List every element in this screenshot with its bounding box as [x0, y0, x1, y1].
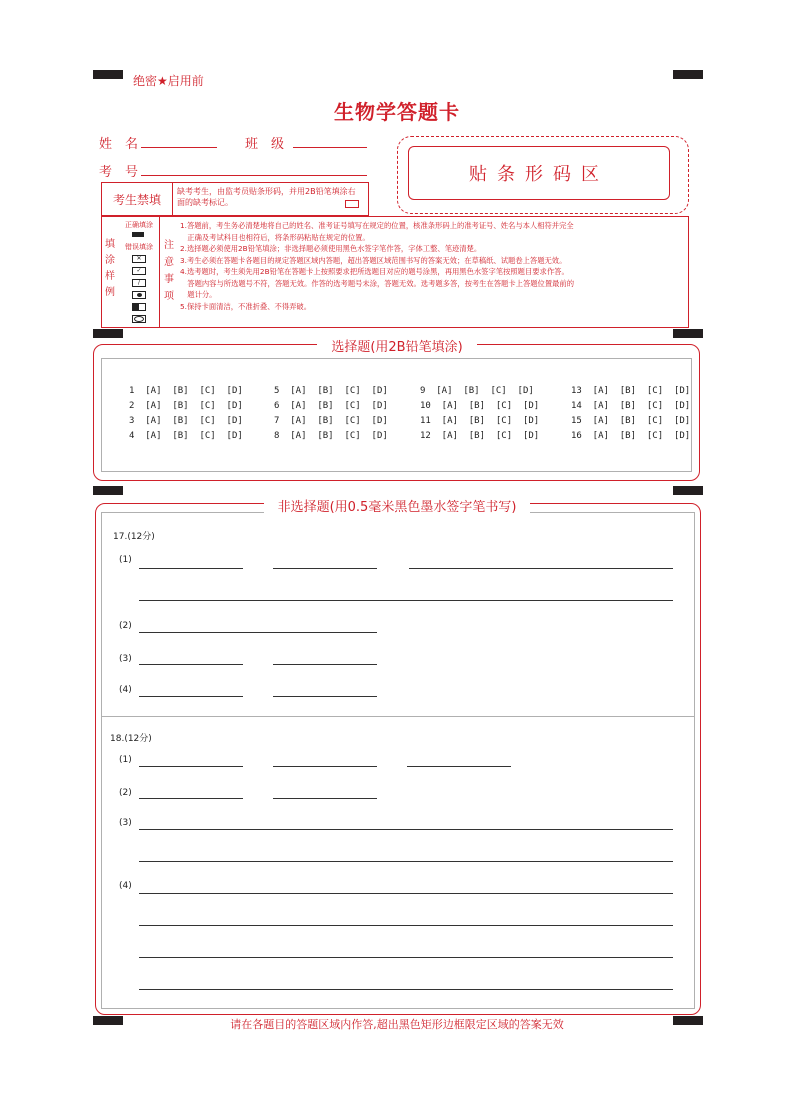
choice-question[interactable]: 6 [A] [B] [C] [D]: [274, 401, 388, 411]
answer-line[interactable]: [139, 925, 673, 926]
barcode-area[interactable]: 贴条形码区: [408, 146, 670, 200]
wrong-fill-cross-icon: ✕: [132, 255, 146, 263]
choice-group-1: [129, 384, 243, 444]
notice-char: 事: [164, 274, 174, 285]
absent-text-1: 缺考考生，由监考员贴条形码，并用2B铅笔填涂右: [177, 187, 356, 196]
notice-line: 答题内容与所选题号不符，答题无效。作答的选考题号未涂，答题无效。选考题多答，按考生在答题卡上答题位置最前的: [180, 278, 575, 288]
q17-part-4: (4): [119, 685, 132, 695]
choice-section-title: 选择题(用2B铅笔填涂): [317, 340, 476, 355]
notice-line: 2.选择题必须使用2B铅笔填涂；非选择题必须使用黑色水签字笔作答，字体工整、笔迹清楚。: [180, 244, 482, 253]
wrong-fill-slash-icon: /: [132, 279, 146, 287]
choice-question[interactable]: 8 [A] [B] [C] [D]: [274, 431, 388, 441]
fill-sample-char: 例: [105, 287, 115, 298]
choice-question[interactable]: 4 [A] [B] [C] [D]: [129, 431, 243, 441]
absent-text-2: 面的缺考标记。: [177, 198, 233, 207]
answer-line[interactable]: [139, 600, 673, 601]
correct-fill-label: 正确填涂: [125, 221, 153, 229]
absent-box: [101, 182, 369, 216]
notice-char: 注: [164, 240, 174, 251]
name-label: 姓 名: [99, 137, 139, 152]
nonchoice-inner-box: [101, 512, 695, 1009]
answer-line[interactable]: [139, 696, 243, 697]
notice-line: 4.选考题时，考生须先用2B铅笔在答题卡上按照要求把所选题目对应的题号涂黑，再用黑色水签字笔按照题目要求作答。: [180, 267, 569, 276]
choice-question[interactable]: 16 [A] [B] [C] [D]: [571, 431, 691, 441]
answer-line[interactable]: [139, 798, 243, 799]
class-label: 班 级: [245, 137, 285, 152]
notice-char: 意: [164, 257, 174, 268]
choice-question[interactable]: 9 [A] [B] [C] [D]: [420, 386, 534, 396]
absent-mark-checkbox[interactable]: [345, 200, 359, 208]
notice-box: [101, 216, 689, 328]
choice-question[interactable]: 13 [A] [B] [C] [D]: [571, 386, 691, 396]
choice-question[interactable]: 3 [A] [B] [C] [D]: [129, 416, 243, 426]
answer-line[interactable]: [139, 664, 243, 665]
absent-label: 考生禁填: [102, 183, 173, 215]
notice-line: 3.考生必须在答题卡各题目的规定答题区域内答题，超出答题区域范围书写的答案无效；在草稿纸、试题卷上答题无效。: [180, 255, 567, 265]
q18-label: 18.(12分): [110, 734, 152, 744]
choice-question[interactable]: 11 [A] [B] [C] [D]: [420, 416, 540, 426]
choice-group-4: [571, 384, 690, 444]
fill-sample-char: 样: [105, 271, 115, 282]
q17-part-2: (2): [119, 621, 132, 631]
answer-line[interactable]: [139, 957, 673, 958]
answer-line[interactable]: [273, 766, 377, 767]
question-divider: [101, 716, 694, 717]
nonchoice-section-title: 非选择题(用0.5毫米黑色墨水签字笔书写): [264, 500, 531, 515]
q17-part-1: (1): [119, 555, 132, 565]
answer-line[interactable]: [407, 766, 511, 767]
wrong-fill-oval-icon: [132, 315, 146, 323]
notice-line: 5.保持卡面清洁，不准折叠、不得弄破。: [180, 301, 312, 311]
class-field[interactable]: [293, 147, 367, 148]
fill-sample-char: 填: [105, 239, 115, 250]
choice-question[interactable]: 1 [A] [B] [C] [D]: [129, 386, 243, 396]
answer-line[interactable]: [139, 568, 243, 569]
exam-id-field[interactable]: [141, 175, 367, 176]
exam-id-label: 考 号: [99, 165, 139, 180]
name-field[interactable]: [141, 147, 217, 148]
answer-line[interactable]: [139, 632, 377, 633]
q17-part-3: (3): [119, 654, 132, 664]
choice-group-3: [420, 384, 539, 444]
wrong-fill-label: 错误填涂: [125, 243, 153, 251]
answer-line[interactable]: [139, 861, 673, 862]
choice-question[interactable]: 5 [A] [B] [C] [D]: [274, 386, 388, 396]
choice-question[interactable]: 12 [A] [B] [C] [D]: [420, 431, 540, 441]
choice-question[interactable]: 2 [A] [B] [C] [D]: [129, 401, 243, 411]
answer-line[interactable]: [273, 664, 377, 665]
fill-sample-char: 涂: [105, 255, 115, 266]
choice-question[interactable]: 14 [A] [B] [C] [D]: [571, 401, 691, 411]
answer-line[interactable]: [273, 798, 377, 799]
wrong-fill-dot-icon: [132, 291, 146, 299]
notice-line: 题计分。: [180, 290, 217, 299]
answer-line[interactable]: [139, 989, 673, 990]
choice-question[interactable]: 7 [A] [B] [C] [D]: [274, 416, 388, 426]
page-title: 生物学答题卡: [334, 100, 460, 124]
choice-question[interactable]: 10 [A] [B] [C] [D]: [420, 401, 540, 411]
answer-line[interactable]: [139, 766, 243, 767]
notice-line: 1.答题前，考生务必清楚地将自己的姓名、准考证号填写在规定的位置，核准条形码上的准考证号、姓名与本人相符并完全: [180, 221, 574, 230]
alignment-mark: [93, 70, 123, 79]
choice-question[interactable]: 15 [A] [B] [C] [D]: [571, 416, 691, 426]
alignment-mark: [673, 70, 703, 79]
notice-char: 项: [164, 291, 174, 302]
notice-line: 正确及考试科目也相符后，将条形码粘贴在规定的位置。: [180, 232, 370, 242]
q18-part-3: (3): [119, 818, 132, 828]
q17-label: 17.(12分): [113, 532, 155, 542]
q18-part-1: (1): [119, 755, 132, 765]
answer-line[interactable]: [273, 696, 377, 697]
answer-line[interactable]: [273, 568, 377, 569]
correct-fill-example: [132, 232, 144, 237]
choice-group-2: [274, 384, 388, 444]
q18-part-2: (2): [119, 788, 132, 798]
q18-part-4: (4): [119, 881, 132, 891]
wrong-fill-half-icon: [132, 303, 146, 311]
divider: [159, 217, 160, 327]
answer-line[interactable]: [139, 893, 673, 894]
alignment-mark: [93, 486, 123, 495]
alignment-mark: [673, 486, 703, 495]
confidential-label: 绝密★启用前: [133, 74, 204, 88]
answer-line[interactable]: [139, 829, 673, 830]
answer-line[interactable]: [409, 568, 673, 569]
wrong-fill-check-icon: ✓: [132, 267, 146, 275]
footer-notice: 请在各题目的答题区域内作答,超出黑色矩形边框限定区域的答案无效: [230, 1018, 564, 1031]
